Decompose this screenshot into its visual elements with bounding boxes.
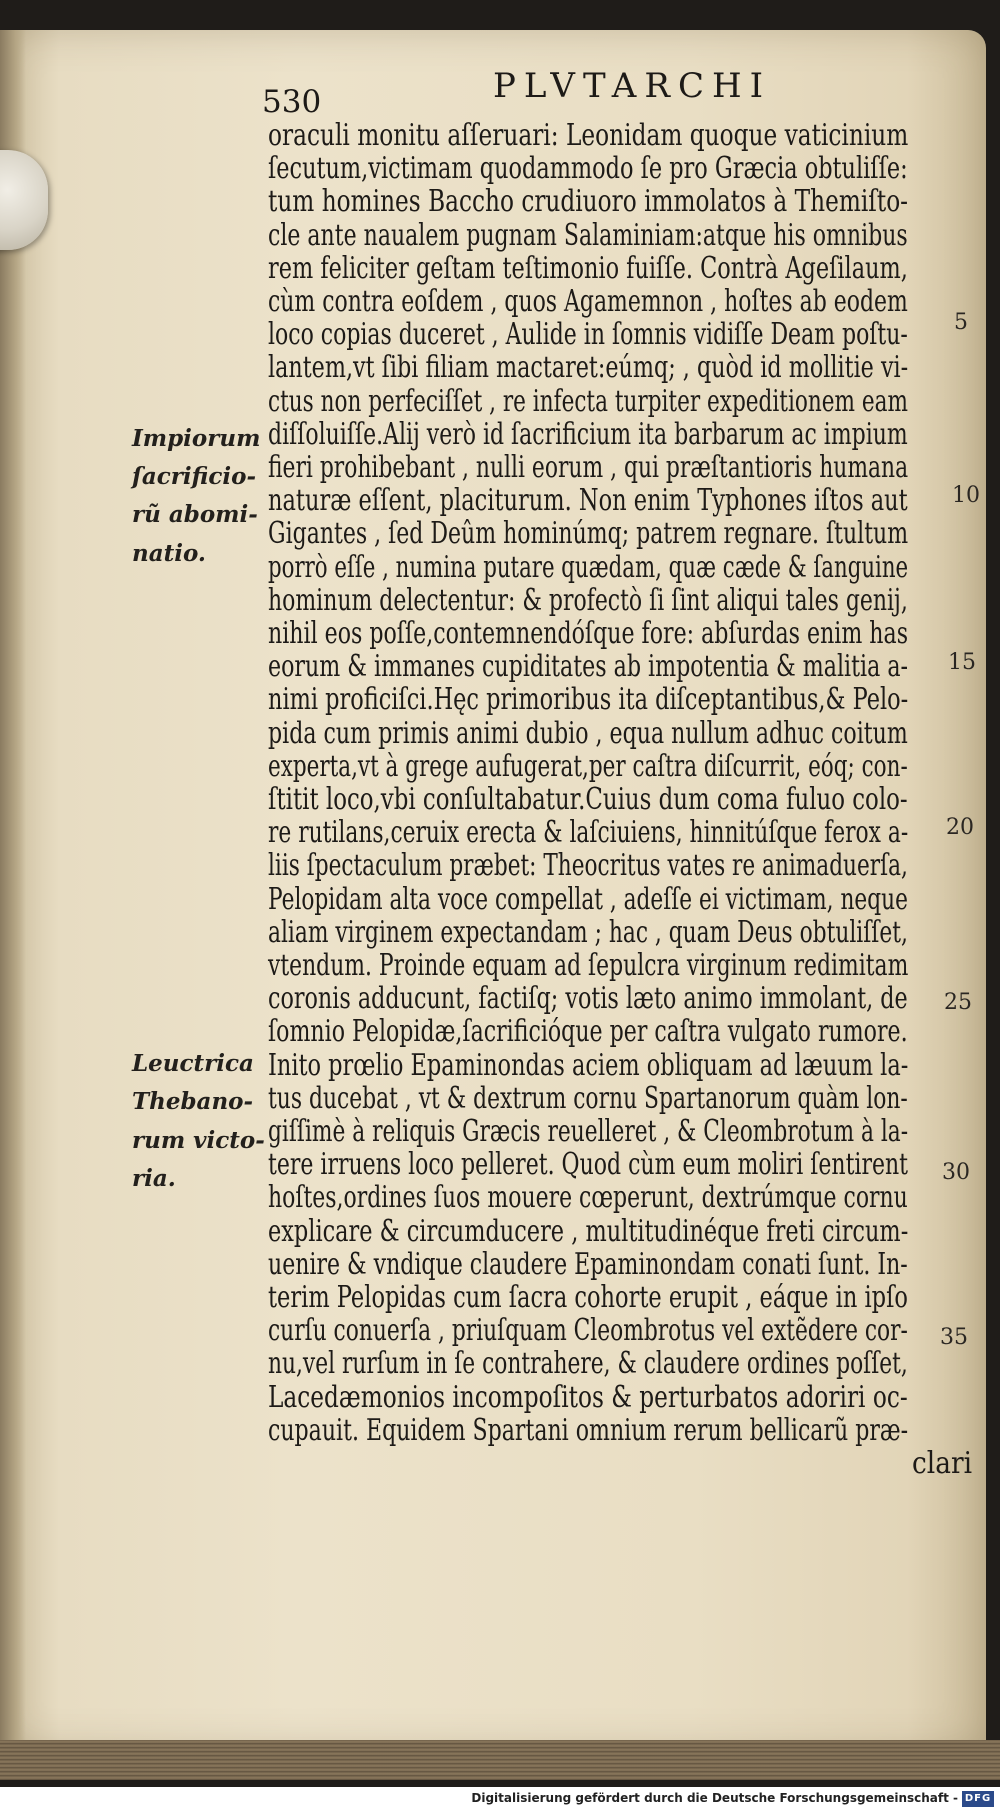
text-line: coronis adducunt, factiſq; votis læto animo immolant, de — [268, 981, 908, 1016]
text-line: hominum delectentur: & profectò ſi ſint aliqui tales genij, — [268, 582, 908, 617]
margin-note: rum victo- — [132, 1127, 265, 1154]
footer-bar — [0, 1787, 1000, 1813]
line-number: 25 — [944, 990, 972, 1015]
footer-credit: Digitalisierung gefördert durch die Deutsche Forschungsgemeinschaft - — [471, 1791, 958, 1805]
line-number: 35 — [940, 1325, 968, 1350]
text-line: porrò eſſe , numina putare quædam, quæ cæde & ſanguine — [268, 549, 909, 584]
line-number: 15 — [948, 650, 976, 675]
text-line: Gigantes , ſed Deûm hominúmq; patrem regnare. ſtultum — [268, 516, 909, 551]
text-line: explicare & circumducere , multitudinéque freti circum- — [268, 1213, 909, 1248]
text-line: nimi proficiſci.Hęc primoribus ita diſceptantibus,& Pelo- — [268, 682, 909, 717]
text-line: cle ante naualem pugnam Salaminiam:atque his omnibus — [268, 217, 908, 252]
text-line: uenire & vndique claudere Epaminondam conati ſunt. In- — [268, 1246, 908, 1281]
text-line: nu,vel rurſum in ſe contrahere, & claudere ordines poſſet, — [268, 1346, 908, 1381]
text-line: tus ducebat , vt & dextrum cornu Spartanorum quàm lon- — [268, 1080, 908, 1115]
text-line: pida cum primis animi dubio , equa nullum adhuc coitum — [268, 715, 908, 750]
text-line: oraculi monitu aſſeruari: Leonidam quoque vaticinium — [268, 118, 909, 152]
text-line: liis ſpectaculum præbet: Theocritus vates re animaduerſa, — [268, 848, 908, 883]
text-line: ctus non perfeciſſet , re infecta turpiter expeditionem eam — [268, 383, 908, 418]
margin-note: Leuctrica — [132, 1050, 254, 1077]
text-line: vtendum. Proinde equam ad ſepulcra virginum redimitam — [268, 948, 909, 982]
text-line: Lacedæmonios incompoſitos & perturbatos adoriri oc- — [268, 1379, 908, 1414]
book-gutter — [0, 30, 26, 1750]
text-line: ſecutum,victimam quodammodo ſe pro Græcia obtuliſſe: — [268, 151, 908, 186]
text-line: nihil eos poſſe,contemnendóſque fore: abſurdas enim has — [268, 616, 909, 650]
page-number: 530 — [262, 84, 322, 120]
text-line: ſtitit loco,vbi conſultabatur.Cuius dum coma fuluo colo- — [268, 782, 908, 816]
text-line: Pelopidam alta voce compellat , adeſſe ei victimam, neque — [268, 881, 908, 916]
text-line: cùm contra eoſdem , quos Agamemnon , hoſtes ab eodem — [268, 284, 908, 318]
page-edges — [0, 1740, 1000, 1780]
margin-note: Thebano- — [132, 1088, 254, 1115]
text-line: tum homines Baccho crudiuoro immolatos à Themiſto- — [268, 184, 909, 219]
text-line: cupauit. Equidem Spartani omnium rerum bellicarũ præ- — [268, 1412, 909, 1447]
text-line: ſomnio Pelopidæ,ſacrificióque per caſtra vulgato rumore. — [268, 1014, 908, 1049]
text-line: naturæ eſſent, placiturum. Non enim Typhones iſtos aut — [268, 483, 908, 518]
running-head: PLVTARCHI — [493, 66, 772, 106]
line-number: 20 — [946, 815, 974, 840]
text-line: re rutilans,ceruix erecta & laſciuiens, hinnitúſque ferox a- — [268, 815, 909, 850]
text-line: curſu conuerſa , priuſquam Cleombrotus vel extẽdere cor- — [268, 1313, 908, 1348]
text-line: diſſoluiſſe.Alij verò id ſacrificium ita barbarum ac impium — [268, 416, 908, 451]
text-line: clari — [912, 1446, 973, 1480]
margin-note: ſacrificio- — [132, 463, 257, 490]
line-number: 30 — [942, 1160, 970, 1185]
text-line: giſſimè à reliquis Græcis reuelleret , & Cleombrotum à la- — [268, 1114, 909, 1148]
margin-note: ria. — [132, 1165, 176, 1192]
text-line: Inito prœlio Epaminondas aciem obliquam ad læuum la- — [268, 1047, 909, 1082]
line-number: 10 — [952, 483, 980, 508]
text-line: hoſtes,ordines ſuos mouere cœperunt, dextrúmque cornu — [268, 1180, 908, 1215]
margin-note: rũ abomi- — [132, 501, 258, 528]
margin-note: Impiorum — [132, 425, 261, 452]
dfg-logo: DFG — [962, 1791, 994, 1807]
text-line: lantem,vt ſibi filiam mactaret:eúmq; , quòd id mollitie vi- — [268, 350, 909, 385]
text-line: loco copias duceret , Aulide in ſomnis vidiſſe Deam poſtu- — [268, 317, 908, 352]
text-line: eorum & immanes cupiditates ab impotentia & malitia a- — [268, 649, 909, 684]
text-line: fieri prohibebant , nulli eorum , qui præſtantioris humana — [268, 450, 909, 484]
text-line: terim Pelopidas cum ſacra cohorte erupit , eáque in ipſo — [268, 1280, 908, 1314]
margin-note: natio. — [132, 540, 206, 567]
text-line: tere irruens loco pelleret. Quod cùm eum moliri ſentirent — [268, 1147, 909, 1182]
text-line: rem feliciter geſtam teſtimonio fuiſſe. Contrà Ageſilaum, — [268, 250, 908, 285]
line-number: 5 — [954, 310, 968, 335]
text-line: experta,vt à grege aufugerat,per caſtra diſcurrit, eóq; con- — [268, 748, 908, 783]
text-line: aliam virginem expectandam ; hac , quam Deus obtuliſſet, — [268, 914, 908, 949]
